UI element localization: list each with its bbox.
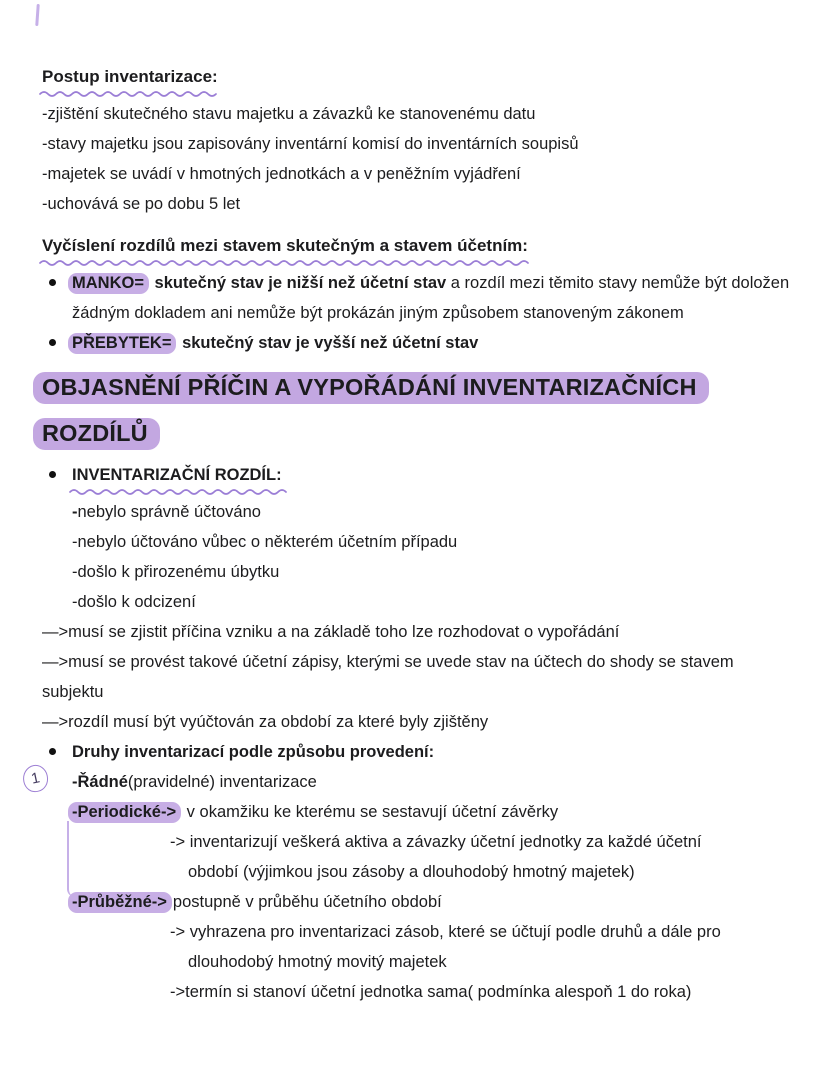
line-text: [72, 563, 279, 581]
text-line: [72, 497, 790, 527]
text-segment: dlouhodobý hmotný movitý majetek: [188, 953, 447, 971]
text-line: [72, 587, 790, 617]
bullet-item: [42, 737, 790, 767]
highlighted-term: -Průběžné->: [68, 892, 172, 913]
text-line: [170, 827, 790, 857]
text-line: [42, 99, 790, 129]
line-content: [42, 617, 790, 647]
text-segment: -nebylo účtováno vůbec o některém účetním případu: [72, 533, 458, 551]
text-segment: —>musí se zjistit příčina vzniku a na základě toho lze rozhodovat o vypořádání: [42, 623, 620, 641]
line-text: [72, 334, 478, 352]
text-segment: Postup inventarizace:: [42, 67, 218, 86]
circled-number: 1: [20, 763, 50, 795]
line-content: [170, 977, 790, 1007]
line-content: [42, 231, 790, 268]
line-text: [72, 743, 434, 761]
text-segment: období (výjimkou jsou zásoby a dlouhodobý hmotný majetek): [188, 863, 635, 881]
line-content: [72, 587, 790, 617]
page-heading-row: [42, 412, 790, 458]
highlighted-term: PŘEBYTEK=: [68, 333, 176, 354]
line-text: [42, 165, 521, 183]
line-text: [42, 135, 579, 153]
line-text: [72, 893, 442, 911]
line-text: [42, 236, 528, 255]
text-segment: (pravidelné) inventarizace: [127, 773, 317, 791]
line-text: [72, 773, 317, 791]
text-line: [42, 617, 790, 647]
text-segment: -zjištění skutečného stavu majetku a závazků ke stanovenému datu: [42, 105, 536, 123]
line-content: [42, 707, 790, 737]
text-line: [188, 857, 790, 887]
line-text: [72, 593, 196, 611]
line-content: [72, 497, 790, 527]
text-segment: -stavy majetku jsou zapisovány inventární komisí do inventárních soupisů: [42, 135, 579, 153]
bullet-marker: [49, 279, 56, 286]
text-line: [72, 527, 790, 557]
text-segment: skutečný stav je vyšší než účetní stav: [177, 334, 479, 352]
line-content: [42, 647, 790, 707]
text-segment: -> vyhrazena pro inventarizaci zásob, které se účtují podle druhů a dále pro: [170, 923, 721, 941]
text-line: [29, 767, 790, 797]
text-segment: -> inventarizují veškerá aktiva a závazky účetní jednotky za každé účetní: [170, 833, 702, 851]
section-heading: [42, 231, 790, 268]
line-content: [170, 917, 790, 947]
page-heading-line: ROZDÍLŮ: [33, 418, 160, 450]
highlighted-term: -Periodické->: [68, 802, 181, 823]
text-line: [42, 707, 790, 737]
text-segment: nebylo správně účtováno: [77, 503, 261, 521]
line-text: [72, 274, 789, 322]
line-content: [72, 460, 790, 497]
line-content: [72, 328, 790, 358]
line-content: [188, 857, 790, 887]
text-segment: -majetek se uvádí v hmotných jednotkách a v peněžním vyjádření: [42, 165, 521, 183]
line-content: [72, 527, 790, 557]
line-text: [188, 953, 447, 971]
margin-mark: [35, 4, 40, 26]
page-heading-line: OBJASNĚNÍ PŘÍČIN A VYPOŘÁDÁNÍ INVENTARIZAČNÍCH: [33, 372, 709, 404]
line-content: [72, 887, 790, 917]
bullet-marker: [49, 471, 56, 478]
line-content: [72, 767, 790, 797]
text-segment: —>musí se provést takové účetní zápisy, kterými se uvede stav na účtech do shody se stavem subjektu: [42, 653, 734, 701]
document-body: [29, 62, 790, 1007]
text-line: [42, 159, 790, 189]
text-segment: INVENTARIZAČNÍ ROZDÍL:: [72, 466, 282, 484]
line-content: [72, 557, 790, 587]
bullet-item: [42, 328, 790, 358]
page-heading: [42, 366, 790, 458]
text-segment: ->termín si stanoví účetní jednotka sama( podmínka alespoň 1 do roka): [170, 983, 692, 1001]
text-segment: v okamžiku ke kterému se sestavují účetní závěrky: [182, 803, 559, 821]
text-segment: a rozdíl mezi těmito stavy nemůže být doložen žádným dokladem ani nemůže být prokázán jiným způsobem stanoveným zákonem: [72, 274, 790, 322]
text-segment: -: [72, 503, 78, 521]
line-content: [72, 797, 790, 827]
line-text: [72, 803, 558, 821]
page-heading-row: [42, 366, 790, 412]
line-text: [42, 195, 240, 213]
line-content: [42, 159, 790, 189]
bracket-connector: [67, 821, 75, 897]
wavy-underline: [39, 258, 535, 268]
line-text: [188, 863, 635, 881]
text-segment: -Řádné: [72, 773, 128, 791]
line-content: [42, 62, 790, 99]
line-content: [72, 268, 790, 328]
line-text: [170, 923, 721, 941]
text-segment: postupně v průběhu účetního období: [172, 893, 442, 911]
text-line: [188, 947, 790, 977]
line-text: [42, 713, 488, 731]
line-text: [170, 833, 701, 851]
text-segment: Druhy inventarizací podle způsobu provedení:: [72, 743, 435, 761]
bullet-item: [42, 460, 790, 497]
line-content: [170, 827, 790, 857]
highlighted-term: MANKO=: [68, 273, 149, 294]
line-text: [72, 503, 261, 521]
text-line: [42, 129, 790, 159]
line-content: [42, 129, 790, 159]
line-text: [72, 533, 457, 551]
wavy-underline: [39, 89, 225, 99]
bullet-marker: [49, 339, 56, 346]
line-text: [42, 653, 734, 701]
line-text: [42, 67, 218, 86]
line-text: [42, 105, 535, 123]
text-segment: -došlo k odcizení: [72, 593, 196, 611]
bullet-marker: [49, 748, 56, 755]
text-segment: Vyčíslení rozdílů mezi stavem skutečným a stavem účetním:: [42, 236, 528, 255]
text-segment: —>rozdíl musí být vyúčtován za období za které byly zjištěny: [42, 713, 489, 731]
line-content: [42, 189, 790, 219]
line-text: [170, 983, 691, 1001]
line-content: [42, 99, 790, 129]
section-heading: [42, 62, 790, 99]
line-text: [42, 623, 619, 641]
text-segment: skutečný stav je nižší než účetní stav: [149, 274, 447, 292]
text-line: [72, 797, 790, 827]
text-segment: -uchovává se po dobu 5 let: [42, 195, 241, 213]
wavy-underline: [69, 487, 289, 497]
bullet-item: [42, 268, 790, 328]
text-line: [72, 557, 790, 587]
text-segment: -došlo k přirozenému úbytku: [72, 563, 280, 581]
text-line: [72, 887, 790, 917]
line-text: [72, 466, 282, 484]
line-content: [72, 737, 790, 767]
text-line: [170, 977, 790, 1007]
text-line: [42, 647, 790, 707]
text-line: [42, 189, 790, 219]
line-content: [188, 947, 790, 977]
text-line: [170, 917, 790, 947]
